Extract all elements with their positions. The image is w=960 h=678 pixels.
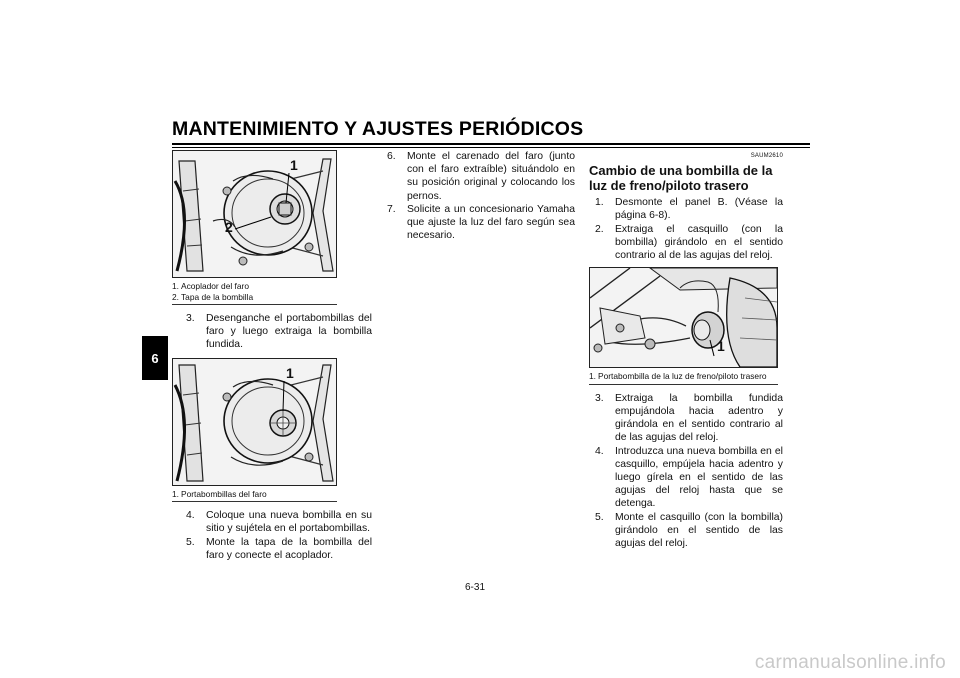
caption-item: 2. Tapa de la bombilla bbox=[172, 291, 254, 302]
headlight-connector-illustration bbox=[173, 151, 336, 277]
step-item: 3. Extraiga la bombilla fundida empujándola hacia adentro y girándola en el sentido contrario al de las agujas del reloj. bbox=[595, 392, 783, 444]
chapter-tab: 6 bbox=[142, 336, 168, 380]
procedure-steps bbox=[172, 509, 372, 562]
tail-light-socket-figure bbox=[589, 267, 778, 368]
header-rule-thin bbox=[172, 147, 810, 148]
step-item: 2. Extraiga el casquillo (con la bombilla) girándolo en el sentido contrario al de las agujas del reloj. bbox=[595, 223, 783, 262]
figure-caption bbox=[589, 371, 778, 382]
watermark: carmanualsonline.info bbox=[754, 652, 946, 673]
middle-column bbox=[387, 150, 575, 242]
step-item: 1. Desmonte el panel B. (Véase la página 6-8). bbox=[595, 197, 783, 222]
step-item: 4. Coloque una nueva bombilla en su sitio y sujétela en el portabombillas. bbox=[186, 510, 372, 535]
step-item: 4. Introduzca una nueva bombilla en el casquillo, empújela hacia adentro y luego gírela en el sentido de las agujas del reloj hasta que se detenga. bbox=[595, 445, 783, 510]
procedure-steps bbox=[172, 312, 372, 352]
right-column bbox=[589, 150, 783, 550]
left-column bbox=[172, 150, 372, 562]
step-item: 7. Solicite a un concesionario Yamaha que ajuste la luz del faro según sea necesario. bbox=[387, 203, 575, 242]
page-header bbox=[172, 118, 810, 140]
procedure-steps bbox=[387, 150, 575, 242]
caption-rule bbox=[589, 384, 778, 385]
tail-light-socket-illustration bbox=[590, 268, 777, 367]
procedure-steps bbox=[589, 392, 783, 550]
headlight-connector-figure bbox=[172, 150, 337, 278]
caption-rule bbox=[172, 501, 337, 502]
header-rule bbox=[172, 143, 810, 145]
step-item: 6. Monte el carenado del faro (junto con el faro extraíble) situándolo en su posición original y colocando los pernos. bbox=[387, 151, 575, 202]
procedure-steps bbox=[589, 196, 783, 262]
caption-rule bbox=[172, 304, 337, 305]
step-item: 3. Desenganche el portabombillas del faro y luego extraiga la bombilla fundida. bbox=[186, 313, 372, 351]
figure-callout-1: 1 bbox=[286, 364, 294, 381]
section-title: Cambio de una bombilla de la luz de freno/piloto trasero bbox=[589, 163, 773, 193]
page-number: 6-31 bbox=[465, 582, 486, 593]
caption-item: 1. Portabombillas del faro bbox=[172, 488, 267, 499]
headlight-bulb-holder-figure bbox=[172, 358, 337, 486]
headlight-bulb-holder-illustration bbox=[173, 359, 336, 485]
figure-caption bbox=[172, 281, 337, 302]
figure-caption bbox=[172, 489, 337, 500]
page-title: MANTENIMIENTO Y AJUSTES PERIÓDICOS bbox=[172, 118, 584, 140]
figure-callout-2: 2 bbox=[225, 219, 233, 235]
caption-item: 1. Portabombilla de la luz de freno/piloto trasero bbox=[589, 371, 767, 382]
step-item: 5. Monte el casquillo (con la bombilla) girándolo en el sentido de las agujas del reloj. bbox=[595, 511, 783, 549]
caption-item: 1. Acoplador del faro bbox=[172, 281, 249, 291]
section-code: SAUM2610 bbox=[750, 153, 783, 159]
step-item: 5. Monte la tapa de la bombilla del faro y conecte el acoplador. bbox=[186, 536, 372, 561]
figure-callout-1: 1 bbox=[717, 338, 725, 355]
figure-callout-1: 1 bbox=[290, 157, 298, 173]
